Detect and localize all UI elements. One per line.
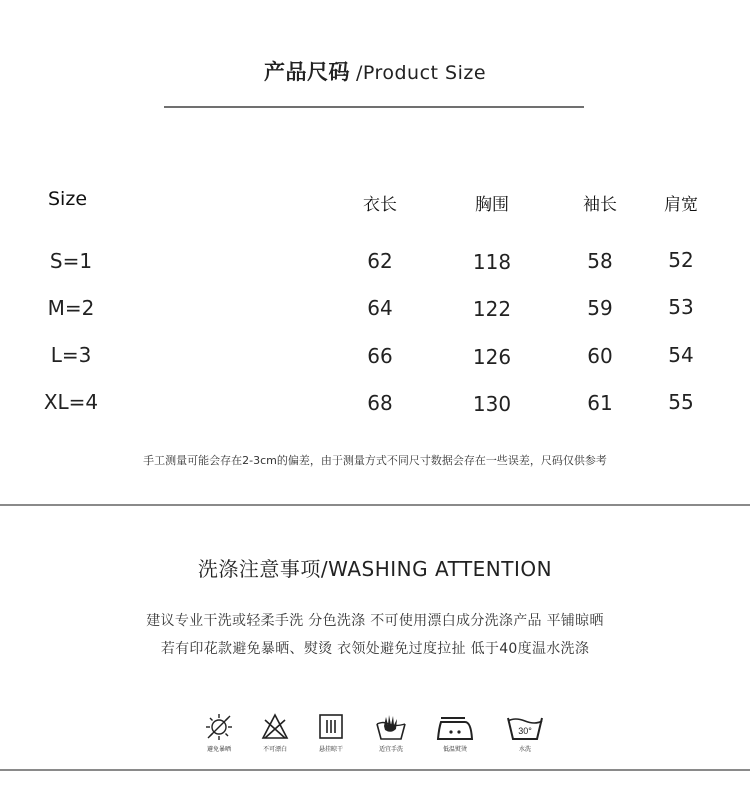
header-sleeve: 袖长 xyxy=(583,195,617,215)
table-cell-chest: 126 xyxy=(472,345,512,369)
table-cell-length: 68 xyxy=(367,391,393,415)
table-cell-length: 64 xyxy=(367,296,393,320)
table-cell-shoulder: 53 xyxy=(668,295,694,319)
header-shoulder: 肩宽 xyxy=(664,195,698,215)
table-cell-shoulder: 54 xyxy=(668,343,694,367)
washing-instruction-2: 若有印花款避免暴晒、熨烫 衣领处避免过度拉扯 低于40度温水洗涤 xyxy=(160,641,590,657)
table-cell-sleeve: 58 xyxy=(587,249,613,273)
size-section-title xyxy=(0,56,750,86)
sun-icon xyxy=(204,712,234,742)
table-row-size: S=1 xyxy=(49,249,93,273)
care-label: 悬挂晾干 xyxy=(318,746,343,753)
table-cell-sleeve: 60 xyxy=(587,344,613,368)
care-label: 低温熨烫 xyxy=(442,746,467,753)
wash-temp-label: 30° xyxy=(518,726,532,736)
bottom-divider xyxy=(0,769,750,771)
table-row-size: XL=4 xyxy=(43,390,99,414)
care-label: 水洗 xyxy=(518,746,531,753)
care-item-hand-wash xyxy=(366,712,416,753)
table-cell-shoulder: 55 xyxy=(668,390,694,414)
table-cell-length: 66 xyxy=(367,344,393,368)
no-bleach-icon xyxy=(260,712,290,742)
table-row-size: L=3 xyxy=(50,343,92,367)
table-cell-chest: 130 xyxy=(472,392,512,416)
care-item-no-bleach xyxy=(250,712,300,753)
care-label: 适宜手洗 xyxy=(378,746,403,753)
care-item-iron xyxy=(430,712,480,753)
hand-wash-icon xyxy=(374,712,408,742)
wash-30-icon xyxy=(505,712,545,742)
care-item-hang-dry xyxy=(306,712,356,753)
title-divider xyxy=(164,106,584,108)
table-cell-chest: 122 xyxy=(472,297,512,321)
care-item-wash-30 xyxy=(500,712,550,753)
measurement-note: 手工测量可能会存在2-3cm的偏差，由于测量方式不同尺寸数据会存在一些误差，尺码仅供参考 xyxy=(143,454,607,467)
iron-icon xyxy=(435,712,475,742)
hang-dry-icon xyxy=(316,712,346,742)
table-cell-sleeve: 59 xyxy=(587,296,613,320)
washing-instruction-1: 建议专业干洗或轻柔手洗 分色洗涤 不可使用漂白成分洗涤产品 平铺晾晒 xyxy=(146,613,604,629)
washing-title: 洗涤注意事项/WASHING ATTENTION xyxy=(197,557,553,581)
size-title-cn: 产品尺码 xyxy=(263,60,350,84)
header-length: 衣长 xyxy=(363,195,397,215)
care-item-sun xyxy=(194,712,244,753)
size-title-en: /Product Size xyxy=(355,62,487,84)
header-chest: 胸围 xyxy=(475,195,509,215)
header-size: Size xyxy=(48,188,88,210)
table-cell-sleeve: 61 xyxy=(587,391,613,415)
care-label: 避免暴晒 xyxy=(206,746,231,753)
table-row-size: M=2 xyxy=(47,296,95,320)
section-divider xyxy=(0,504,750,506)
care-label: 不可漂白 xyxy=(262,746,287,753)
table-cell-chest: 118 xyxy=(472,250,512,274)
table-cell-shoulder: 52 xyxy=(668,248,694,272)
table-cell-length: 62 xyxy=(367,249,393,273)
